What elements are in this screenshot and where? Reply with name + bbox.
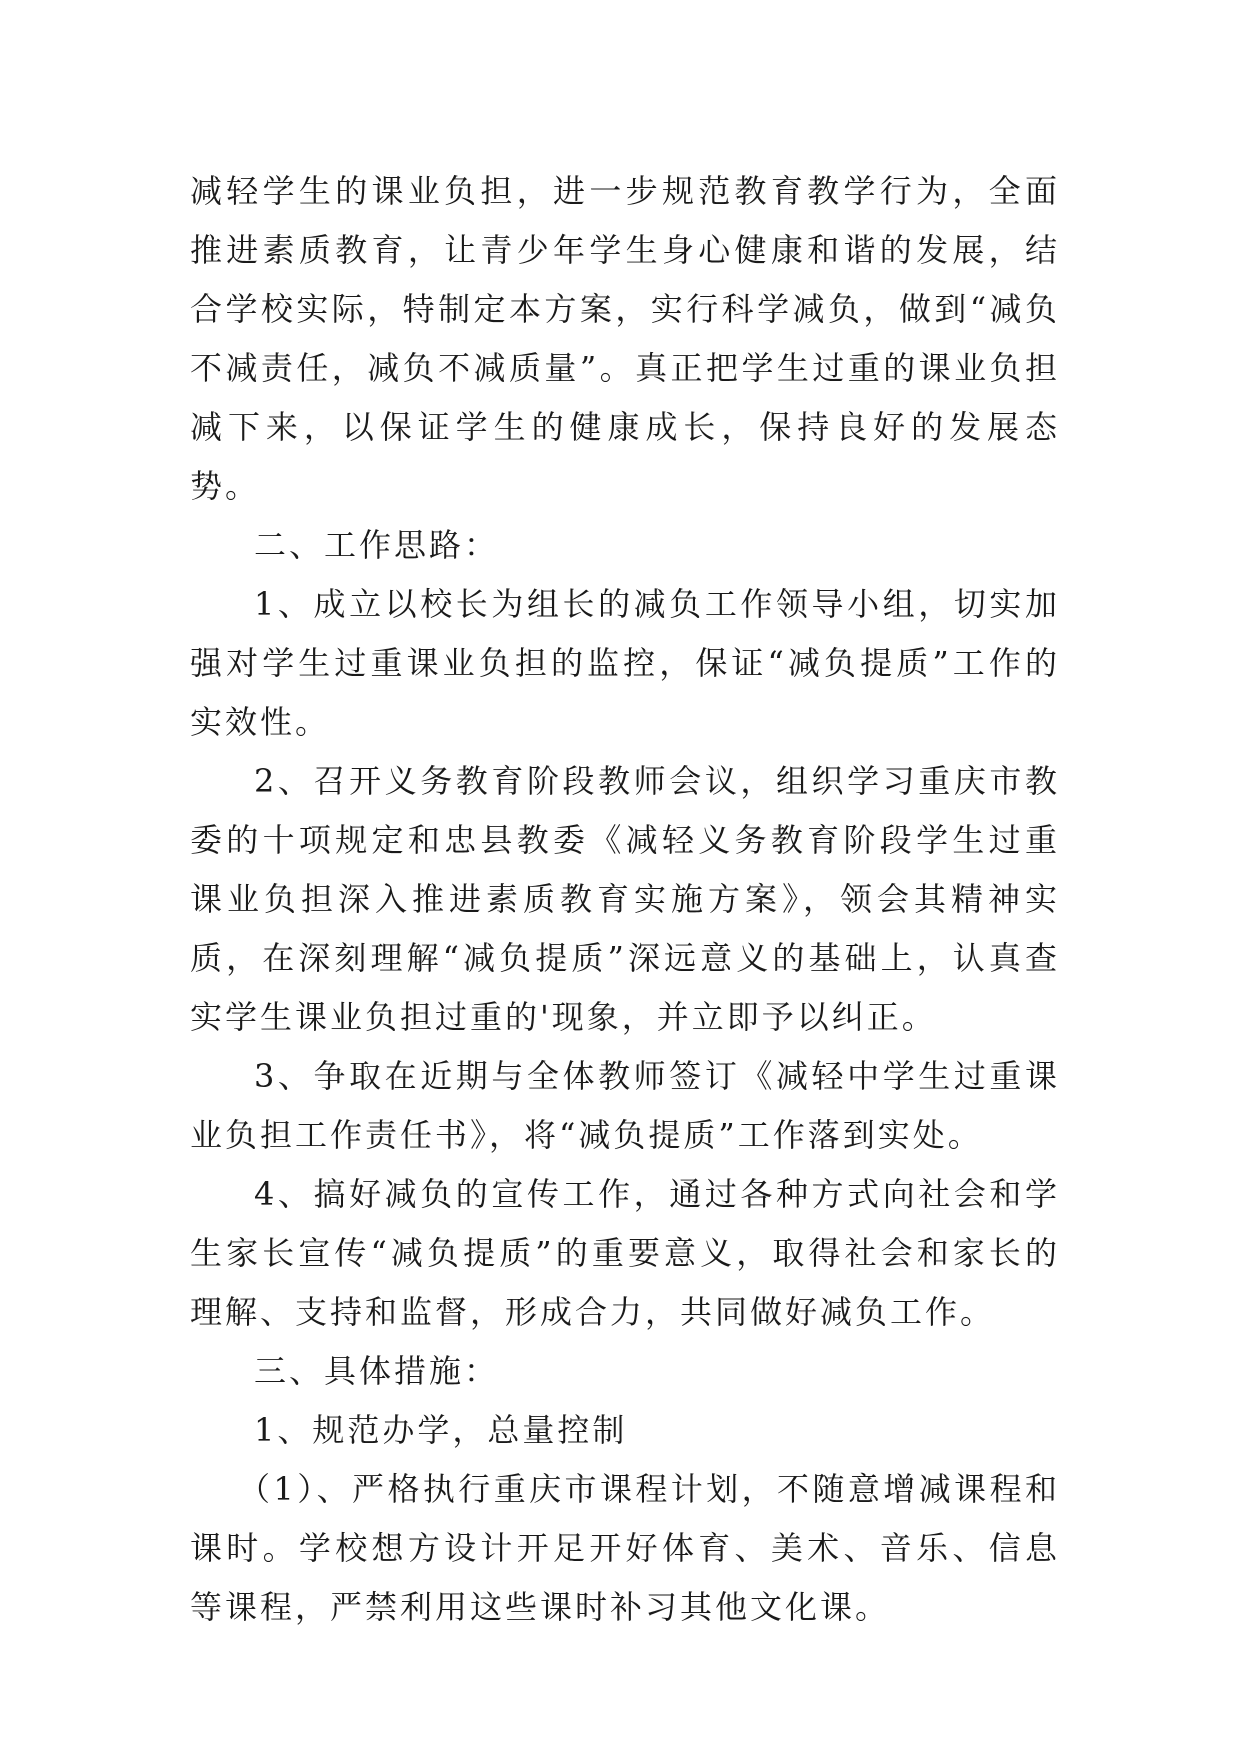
paragraph-approach-1: 1、成立以校长为组长的减负工作领导小组，切实加强对学生过重课业负担的监控，保证“减负提质”工作的实效性。 (190, 585, 1060, 741)
paragraph-approach-2: 2、召开义务教育阶段教师会议，组织学习重庆市教委的十项规定和忠县教委《减轻义务教育阶段学生过重课业负担深入推进素质教育实施方案》，领会其精神实质，在深刻理解“减负提质”深远意义的基础上，认真查实学生课业负担过重的'现象，并立即予以纠正。 (190, 762, 1060, 1036)
paragraph-approach-4: 4、搞好减负的宣传工作，通过各种方式向社会和学生家长宣传“减负提质”的重要意义，取得社会和家长的理解、支持和监督，形成合力，共同做好减负工作。 (190, 1175, 1060, 1331)
section-heading-work-approach: 二、工作思路： (254, 526, 500, 564)
paragraph-intro-continuation: 减轻学生的课业负担，进一步规范教育教学行为，全面推进素质教育，让青少年学生身心健康和谐的发展，结合学校实际，特制定本方案，实行科学减负，做到“减负不减责任，减负不减质量”。真正把学生过重的课业负担减下来，以保证学生的健康成长，保持良好的发展态势。 (190, 172, 1060, 505)
paragraph-measure-1-1: （1）、严格执行重庆市课程计划，不随意增减课程和课时。学校想方设计开足开好体育、美术、音乐、信息等课程，严禁利用这些课时补习其他文化课。 (190, 1470, 1060, 1626)
document-body (190, 162, 1060, 1637)
section-heading-measures: 三、具体措施： (254, 1352, 500, 1390)
paragraph-approach-3: 3、争取在近期与全体教师签订《减轻中学生过重课业负担工作责任书》，将“减负提质”工作落到实处。 (190, 1057, 1060, 1154)
subheading-measure-1: 1、规范办学，总量控制 (254, 1411, 628, 1449)
